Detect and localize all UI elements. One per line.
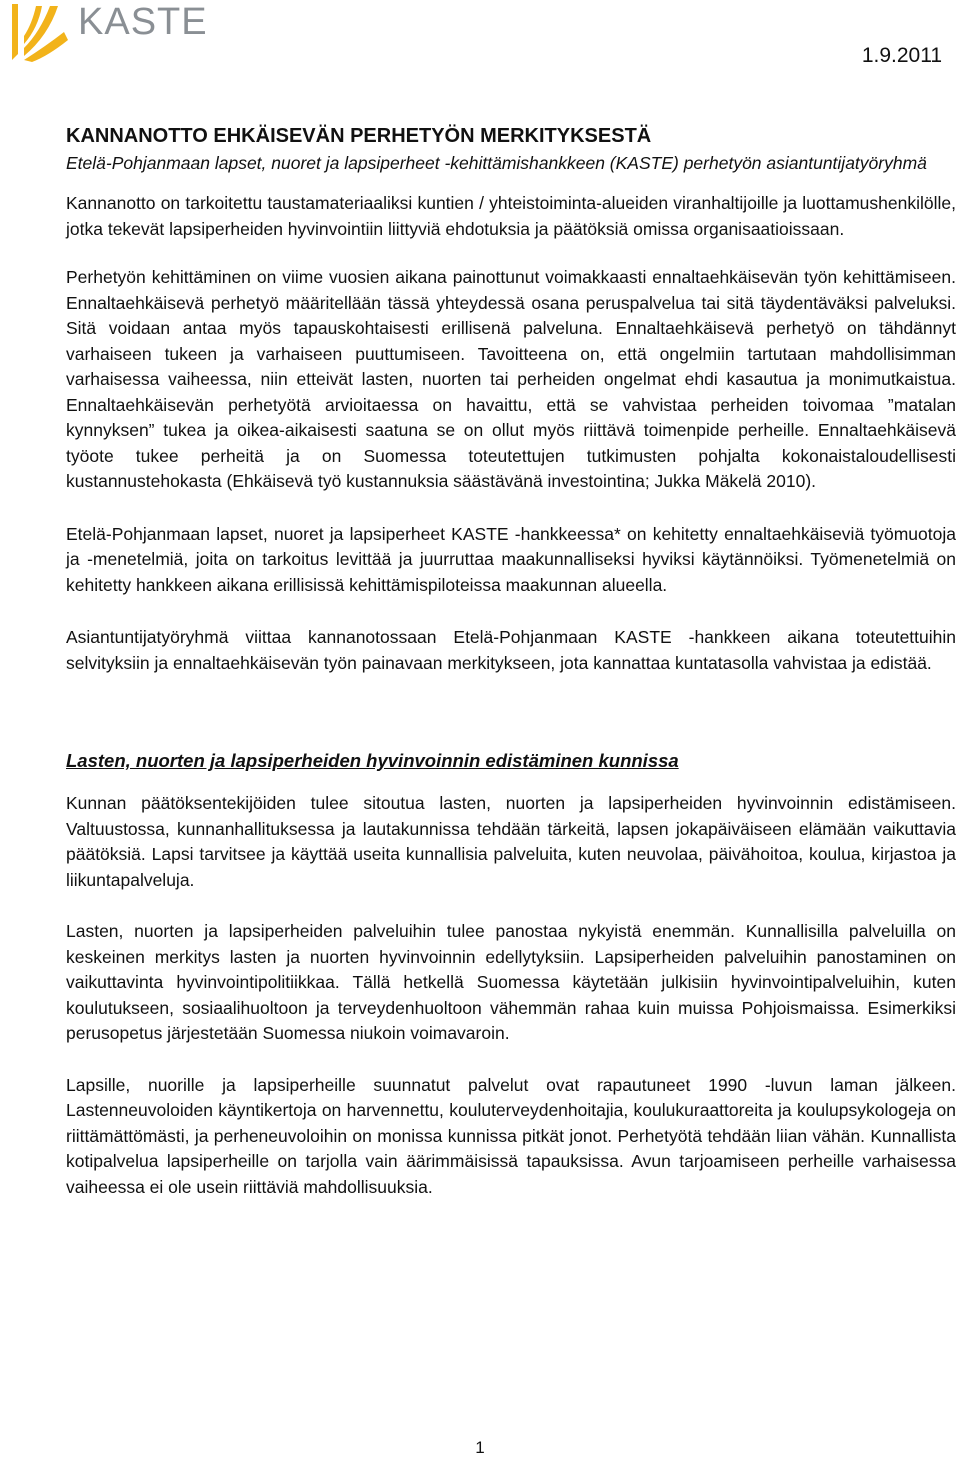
document-subtitle: Etelä-Pohjanmaan lapset, nuoret ja lapsiperheet -kehittämishankkeen (KASTE) perhetyön asiantuntijatyöryhmä	[66, 153, 927, 173]
paragraph-perhetyo: Perhetyön kehittäminen on viime vuosien aikana painottunut voimakkaasti ennaltaehkäisevän työn kehittämiseen. Ennaltaehkäisevä perhetyö määritellään tässä yhteydessä osana peruspalvelua tai sitä täydentäväksi palveluksi. Sitä voidaan antaa myös tapauskohtaisesti erillisenä palveluna. Ennaltaehkäisevä perhetyö on tähdännyt varhaiseen tukeen ja varhaiseen puuttumiseen. Tavoitteena on, että ongelmiin tartutaan mahdollisimman varhaisessa vaiheessa, niin etteivät lasten, nuorten tai perheiden ongelmat ehdi kasautua ja monimutkaistua. Ennaltaehkäisevän perhetyötä arvioitaessa on havaittu, että se vahvistaa perheiden toivomaa ”matalan kynnyksen” tukea ja oikea-aikaisesti saatuna se on ollut myös riittävä toimenpide perheille. Ennaltaehkäisevä työote tukee perheitä ja on Suomessa toteutettujen tutkimusten pohjalta kokonaistaloudellisesti kustannustehokasta (Ehkäisevä työ kustannuksia säästävänä investointina; Jukka Mäkelä 2010).	[66, 267, 956, 491]
paragraph-kaste-hanke: Etelä-Pohjanmaan lapset, nuoret ja lapsiperheet KASTE -hankkeessa* on kehitetty ennaltaehkäiseviä työmuotoja ja -menetelmiä, joita on tarkoitus levittää ja juurruttaa maakunnalliseksi hyviksi käytännöiksi. Työmenetelmiä on kehitetty hankkeen aikana erillisissä kehittämispiloteissa maakunnan alueella.	[66, 523, 956, 595]
document-title: KANNANOTTO EHKÄISEVÄN PERHETYÖN MERKITYKSESTÄ	[66, 125, 652, 147]
section-paragraph: Lasten, nuorten ja lapsiperheiden palveluihin tulee panostaa nykyistä enemmän. Kunnallisilla palveluilla on keskeinen merkitys lasten ja nuorten hyvinvoinnin edellytyksiin. Lapsiperheiden palveluihin panostaminen on vaikuttavinta hyvinvointipolitiikkaa. Tällä hetkellä Suomessa käytetään julkisiin hyvinvointipalveluihin, kuten koulutukseen, sosiaalihuoltoon ja terveydenhuoltoon vähemmän rahaa kuin muissa Pohjoismaissa. Esimerkiksi perusopetus järjestetään Suomessa niukoin voimavaroin.	[66, 921, 956, 1043]
page-number: 1	[475, 1438, 485, 1457]
section-paragraph: Kunnan päätöksentekijöiden tulee sitoutua lasten, nuorten ja lapsiperheiden hyvinvoinnin edistämiseen. Valtuustossa, kunnanhallituksessa ja lautakunnissa tehdään tärkeitä, lapsen jokapäiväiseen elämään vaikuttavia päätöksiä. Lapsi tarvitsee ja käyttää useita kunnallisia palveluita, kuten neuvolaa, päivähoitoa, koulua, kirjastoa ja liikuntapalveluja.	[66, 793, 956, 890]
logo-text: KASTE	[78, 1, 208, 43]
section-heading: Lasten, nuorten ja lapsiperheiden hyvinvoinnin edistäminen kunnissa	[66, 750, 679, 771]
paragraph-asiantuntijatyoryhma: Asiantuntijatyöryhmä viittaa kannanotossaan Etelä-Pohjanmaan KASTE -hankkeen aikana toteutettuihin selvityksiin ja ennaltaehkäisevän työn painavaan merkitykseen, jota kannattaa kuntatasolla vahvistaa ja edistää.	[66, 627, 956, 673]
kaste-logo	[10, 2, 208, 62]
section-paragraph: Lapsille, nuorille ja lapsiperheille suunnatut palvelut ovat rapautuneet 1990 -luvun laman jälkeen. Lastenneuvoloiden käyntikertoja on harvennettu, kouluterveydenhoitajia, koulukuraattoreita ja koulupsykologeja on riittämättömästi, ja perheneuvoloihin on monissa kunnissa pitkät jonot. Perhetyötä tehdään liian vähän. Kunnallista kotipalvelua lapsiperheille on tarjolla vain äärimmäisissä tapauksissa. Avun tarjoamiseen perheille varhaisessa vaiheessa ei ole usein riittäviä mahdollisuuksia.	[66, 1074, 956, 1197]
paragraph-intro: Kannanotto on tarkoitettu taustamateriaaliksi kuntien / yhteistoiminta-alueiden viranhaltijoille ja luottamushenkilölle, jotka tekevät lapsiperheiden hyvinvointiin liittyviä ehdotuksia ja päätöksiä omissa organisaatioissaan.	[66, 193, 956, 239]
document-body	[66, 122, 956, 1200]
document-date: 1.9.2011	[861, 44, 942, 67]
kaste-logo-icon	[10, 2, 70, 62]
